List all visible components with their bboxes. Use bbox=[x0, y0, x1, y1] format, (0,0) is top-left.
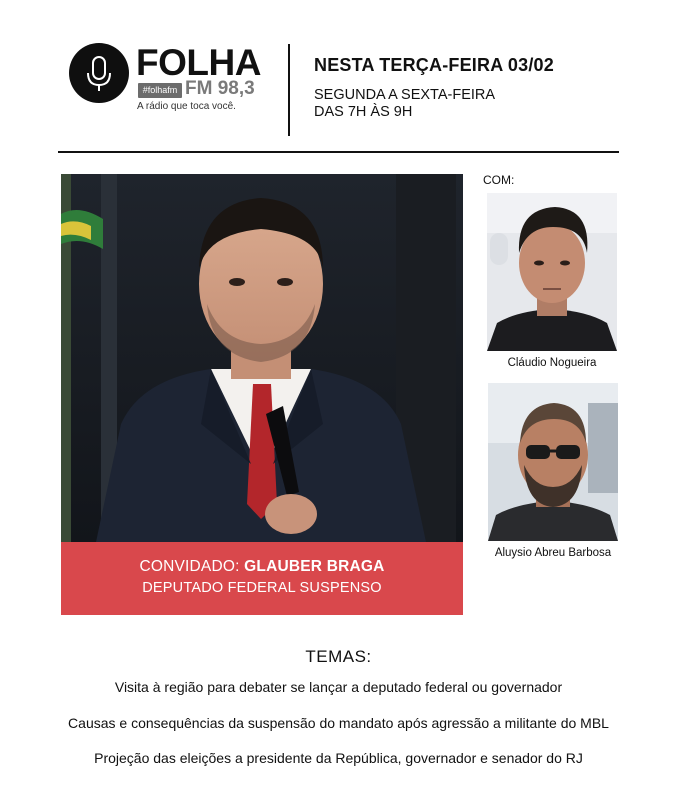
topic-item: Causas e consequências da suspensão do mandato após agressão a militante do MBL bbox=[68, 715, 609, 731]
fm-frequency: FM 98,3 bbox=[185, 78, 255, 99]
hosts-label: COM: bbox=[483, 173, 515, 187]
schedule-hours: DAS 7H ÀS 9H bbox=[314, 104, 413, 120]
host-name-claudio: Cláudio Nogueira bbox=[507, 357, 597, 369]
hashtag-badge: #folhafm bbox=[138, 83, 182, 98]
header-divider bbox=[288, 44, 290, 136]
schedule-days: SEGUNDA A SEXTA-FEIRA bbox=[314, 87, 496, 103]
brand-slogan: A rádio que toca você. bbox=[137, 101, 236, 112]
topic-item: Visita à região para debater se lançar a deputado federal ou governador bbox=[114, 679, 563, 695]
guest-title-line bbox=[61, 558, 463, 576]
host-photo-aluysio bbox=[488, 383, 618, 541]
guest-prefix: CONVIDADO: bbox=[139, 558, 240, 575]
microphone-icon bbox=[69, 43, 129, 103]
topic-item: Projeção das eleições a presidente da República, governador e senador do RJ bbox=[94, 750, 583, 766]
topics-title: TEMAS: bbox=[305, 647, 372, 666]
schedule bbox=[314, 87, 495, 121]
guest-banner bbox=[61, 542, 463, 615]
host-photo-claudio bbox=[487, 193, 617, 351]
guest-photo bbox=[61, 174, 463, 542]
headline: NESTA TERÇA-FEIRA 03/02 bbox=[314, 55, 554, 75]
guest-role: DEPUTADO FEDERAL SUSPENSO bbox=[142, 580, 382, 596]
header-rule bbox=[58, 151, 619, 153]
guest-name: GLAUBER BRAGA bbox=[244, 558, 385, 575]
host-name-aluysio: Aluysio Abreu Barbosa bbox=[494, 547, 612, 559]
brand-name: FOLHA bbox=[136, 42, 261, 83]
brand-logo-circle bbox=[69, 43, 129, 103]
